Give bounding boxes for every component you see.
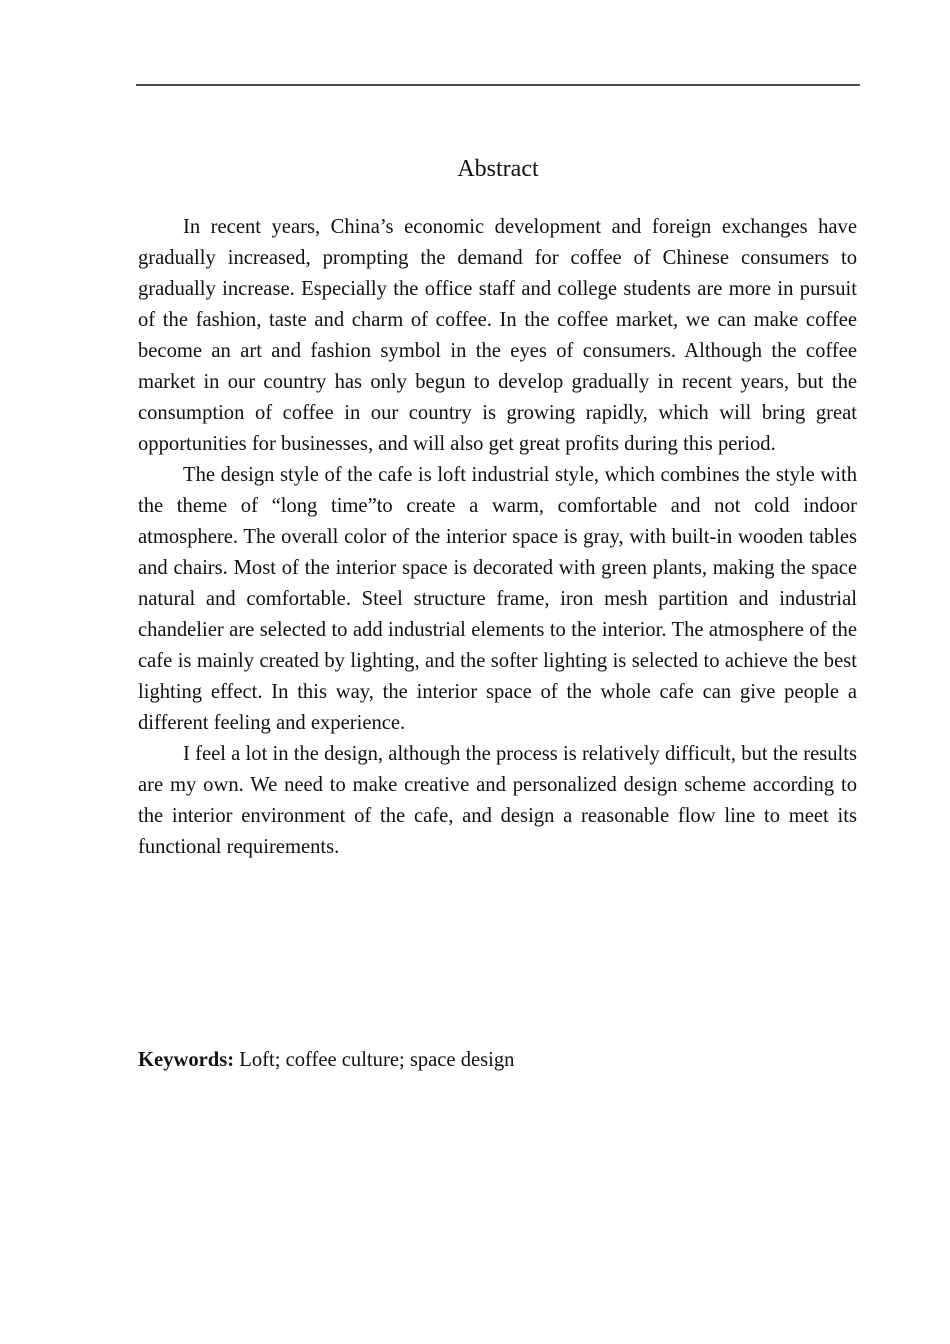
abstract-paragraph-1: In recent years, China’s economic development and foreign exchanges have gradually increased, prompting the demand for coffee of Chinese consumers to gradually increase. Especially the office staff and college students are more in pursuit of the fashion, taste and charm of coffee. In the coffee market, we can make coffee become an art and fashion symbol in the eyes of consumers. Although the coffee market in our country has only begun to develop gradually in recent years, but the consumption of coffee in our country is growing rapidly, which will bring great opportunities for businesses, and will also get great profits during this period. — [138, 216, 857, 455]
header-rule — [136, 84, 860, 86]
keywords-label: Keywords: — [138, 1049, 235, 1071]
abstract-paragraph-2: The design style of the cafe is loft industrial style, which combines the style with the theme of “long time”to create a warm, comfortable and not cold indoor atmosphere. The overall color of the interior space is gray, with built-in wooden tables and chairs. Most of the interior space is decorated with green plants, making the space natural and comfortable. Steel structure frame, iron mesh partition and industrial chandelier are selected to add industrial elements to the interior. The atmosphere of the cafe is mainly created by lighting, and the softer lighting is selected to achieve the best lighting effect. In this way, the interior space of the whole cafe can give people a different feeling and experience. — [138, 464, 857, 734]
abstract-title: Abstract — [457, 156, 539, 182]
abstract-paragraph-3: I feel a lot in the design, although the process is relatively difficult, but the results are my own. We need to make creative and personalized design scheme according to the interior environment of the cafe, and design a reasonable flow line to meet its functional requirements. — [138, 743, 857, 858]
keywords-line — [138, 1045, 514, 1076]
keywords-value: Loft; coffee culture; space design — [234, 1049, 515, 1071]
abstract-body — [138, 212, 857, 863]
